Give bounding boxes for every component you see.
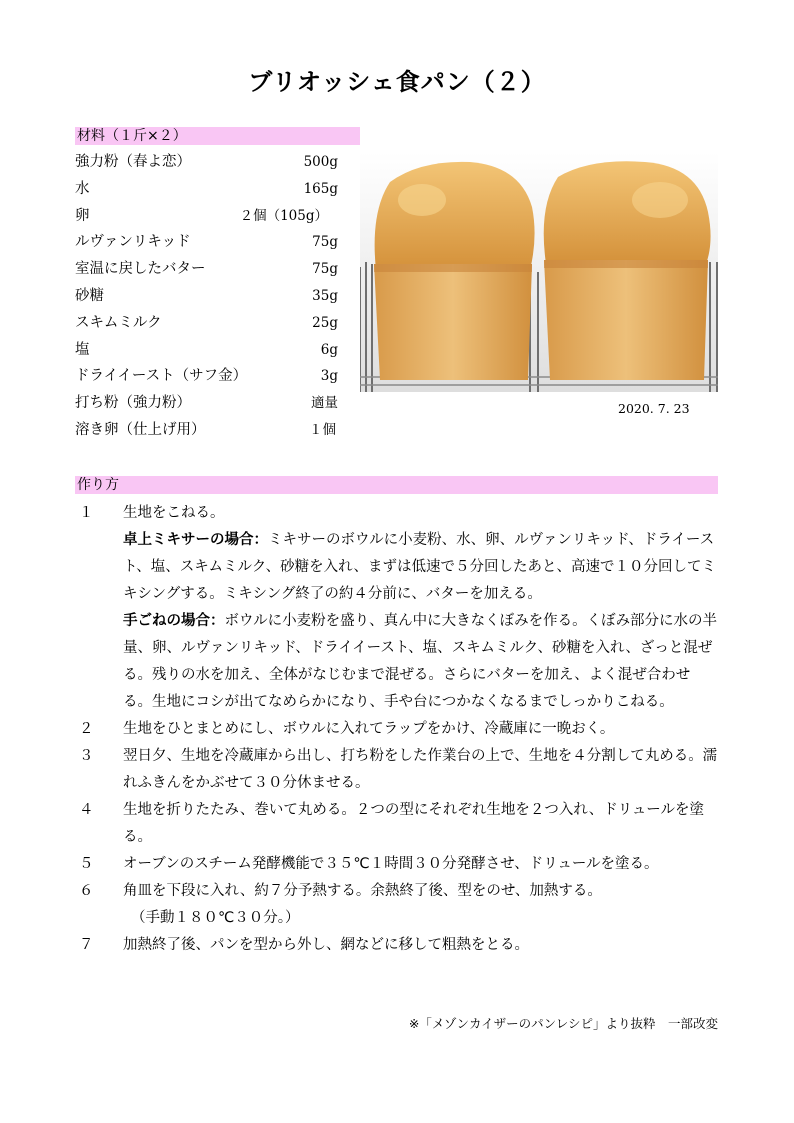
ingredient-row xyxy=(75,390,338,417)
ingredient-name: 室温に戻したバター xyxy=(75,261,206,278)
step-item xyxy=(75,878,718,932)
ingredient-name: 卵 xyxy=(75,207,90,224)
ingredient-amount: 6g xyxy=(320,341,338,358)
ingredient-amount: 165g xyxy=(303,180,338,197)
bread-loaves-illustration xyxy=(360,152,718,392)
step-text: 生地をひとまとめにし、ボウルに入れてラップをかけ、冷蔵庫に一晩おく。 xyxy=(123,721,615,737)
sub-label: 手ごねの場合： xyxy=(123,613,225,629)
photo-date: 2020. 7. 23 xyxy=(618,401,690,416)
ingredient-name: 塩 xyxy=(75,341,90,358)
step-number: ５ xyxy=(79,856,94,872)
ingredient-amount: 35g xyxy=(312,287,338,304)
step-number: ７ xyxy=(79,937,94,953)
ingredient-name: スキムミルク xyxy=(75,314,162,331)
step-number: １ xyxy=(79,505,94,521)
ingredient-row xyxy=(75,203,338,230)
step-text: 生地を折りたたみ、巻いて丸める。２つの型にそれぞれ生地を２つ入れ、ドリュールを塗る。 xyxy=(123,802,705,845)
ingredient-amount: 25g xyxy=(312,314,338,331)
ingredient-row xyxy=(75,337,338,364)
step-note: （手動１８０℃３０分。） xyxy=(131,910,300,926)
ingredient-amount: 75g xyxy=(312,261,338,278)
ingredient-row xyxy=(75,176,338,203)
ingredient-row xyxy=(75,256,338,283)
ingredient-amount: 75g xyxy=(312,234,338,251)
sub-text: ミキサーのボウルに小麦粉、水、卵、ルヴァンリキッド、ドライースト、塩、スキムミルク、砂糖を入れ、まずは低速で５分回したあと、高速で１０分回してミキシングする。ミキシング終了の約４分前に、バターを加える。 xyxy=(123,532,717,602)
step-number: ６ xyxy=(79,883,94,899)
step-text: 角皿を下段に入れ、約７分予熱する。余熱終了後、型をのせ、加熱する。 xyxy=(123,883,602,899)
ingredient-name: 砂糖 xyxy=(75,287,104,304)
sub-label: 卓上ミキサーの場合： xyxy=(123,532,268,548)
step-item xyxy=(75,932,718,959)
ingredient-name: ドライイースト（サフ金） xyxy=(75,368,248,385)
bread-photo xyxy=(360,152,718,392)
ingredient-name: 溶き卵（仕上げ用） xyxy=(75,421,206,438)
method-steps xyxy=(75,500,718,959)
ingredient-row xyxy=(75,149,338,176)
page-title: ブリオッシェ食パン（２） xyxy=(248,68,546,96)
step-text: 加熱終了後、パンを型から外し、網などに移して粗熱をとる。 xyxy=(123,937,529,953)
step-item xyxy=(75,500,718,716)
ingredient-name: 強力粉（春よ恋） xyxy=(75,154,191,170)
step-item xyxy=(75,716,718,743)
ingredient-row xyxy=(75,283,338,310)
source-footnote: ※「メゾンカイザーのパンレシピ」より抜粋 一部改変 xyxy=(408,1016,718,1031)
step-item xyxy=(75,743,718,797)
step-number: ４ xyxy=(79,802,94,818)
ingredient-amount: 適量 xyxy=(311,395,338,412)
step-text: 生地をこねる。 xyxy=(123,505,225,521)
ingredients-header: 材料（１斤×２） xyxy=(75,127,360,145)
step-number: ２ xyxy=(79,721,94,737)
sub-text: ボウルに小麦粉を盛り、真ん中に大きなくぼみを作る。くぼみ部分に水の半量、卵、ルヴァンリキッド、ドライイースト、塩、スキムミルク、砂糖を入れ、ざっと混ぜる。残りの水を加え、全体がなじむまで混ぜる。さらにバターを加え、よく混ぜ合わせる。生地にコシが出てなめらかになり、手や台につかなくなるまでしっかりこねる。 xyxy=(123,613,718,710)
ingredient-row xyxy=(75,310,338,337)
step-text: 翌日夕、生地を冷蔵庫から出し、打ち粉をした作業台の上で、生地を４分割して丸める。濡れふきんをかぶせて３０分休ませる。 xyxy=(123,748,718,791)
ingredient-amount: ２個（105g） xyxy=(239,207,328,224)
ingredient-name: ルヴァンリキッド xyxy=(75,234,191,251)
ingredient-row xyxy=(75,363,338,390)
step-number: ３ xyxy=(79,748,94,764)
step-sub-hand xyxy=(123,608,718,716)
ingredient-name: 水 xyxy=(75,180,90,197)
method-header: 作り方 xyxy=(75,476,718,494)
ingredient-name: 打ち粉（強力粉） xyxy=(75,395,191,412)
ingredient-amount: 500g xyxy=(303,154,338,170)
ingredient-row xyxy=(75,229,338,256)
step-text: オーブンのスチーム発酵機能で３５℃１時間３０分発酵させ、ドリュールを塗る。 xyxy=(123,856,659,872)
step-sub-mixer xyxy=(123,527,718,608)
ingredient-row xyxy=(75,417,338,444)
step-item xyxy=(75,797,718,851)
ingredient-amount: １個 xyxy=(309,421,336,438)
step-item xyxy=(75,851,718,878)
ingredient-amount: 3g xyxy=(320,368,338,385)
ingredients-list xyxy=(75,149,338,444)
